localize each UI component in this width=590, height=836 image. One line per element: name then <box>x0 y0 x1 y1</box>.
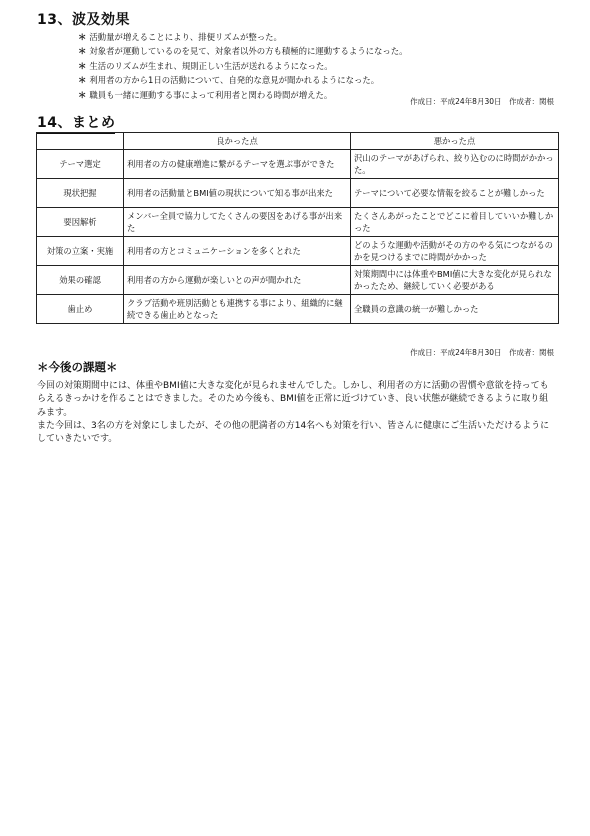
section-14-title: 14、まとめ <box>37 115 115 134</box>
table-row <box>37 295 559 324</box>
row-bad-cell: たくさんあがったことでどこに着目していいか難しかった <box>351 208 559 237</box>
table-row <box>37 150 559 179</box>
table-header-row <box>37 133 559 150</box>
list-item-text: 活動量が増えることにより、排便リズムが整った。 <box>89 32 282 42</box>
summary-table <box>36 132 559 324</box>
row-bad-cell: 対策期間中には体重やBMI値に大きな変化が見られなかったため、継続していく必要がある <box>351 266 559 295</box>
row-good-cell: クラブ活動や班別活動とも連携する事により、組織的に継続できる歯止めとなった <box>124 295 351 324</box>
section-13-credit: 作成日：平成24年8月30日 作成者：関根 <box>410 97 554 106</box>
row-good-cell: 利用者の方から運動が楽しいとの声が聞かれた <box>124 266 351 295</box>
row-item-label: 歯止め <box>37 295 124 324</box>
list-item-text: 職員も一緒に運動する事によって利用者と関わる時間が増えた。 <box>89 89 333 100</box>
row-item-label: 対策の立案・実施 <box>37 237 124 266</box>
row-bad-cell: どのような運動や活動がその方のやる気につながるのかを見つけるまでに時間がかかった <box>351 237 559 266</box>
table-header-good: 良かった点 <box>124 133 351 150</box>
row-good-cell: 利用者の方とコミュニケーションを多くとれた <box>124 237 351 266</box>
paragraph: 今回の対策期間中には、体重やBMI値に大きな変化が見られませんでした。しかし、利用者の方に活動の習慣や意欲を持ってもらえるきっかけを作ることはできました。そのため今後も、BMI値を正常に近づけていき、良い状態が継続できるように取り組みます。 <box>37 381 549 418</box>
table-row <box>37 237 559 266</box>
row-bad-cell: テーマについて必要な情報を絞ることが難しかった <box>351 179 559 208</box>
row-bad-cell: 全職員の意識の統一が難しかった <box>351 295 559 324</box>
table-row <box>37 266 559 295</box>
row-item-label: 現状把握 <box>37 179 124 208</box>
row-good-cell: 利用者の方の健康増進に繋がるテーマを選ぶ事ができた <box>124 150 351 179</box>
row-item-label: 効果の確認 <box>37 266 124 295</box>
row-item-label: テーマ選定 <box>37 150 124 179</box>
table-row <box>37 208 559 237</box>
future-issues-heading: ＊今後の課題＊ <box>37 360 118 374</box>
paragraph: また今回は、3名の方を対象にしましたが、その他の肥満者の方14名へも対策を行い、皆さんに健康にご生活いただけるようにしていきたいです。 <box>37 420 550 445</box>
list-item <box>78 88 407 102</box>
bullet-mark: ＊ <box>78 32 87 42</box>
table-row <box>37 179 559 208</box>
bullet-mark: ＊ <box>78 89 87 100</box>
list-item-text: 対象者が運動しているのを見て、対象者以外の方も積極的に運動するようになった。 <box>89 46 408 57</box>
bullet-mark: ＊ <box>78 46 87 57</box>
row-bad-cell: 沢山のテーマがあげられ、絞り込むのに時間がかかった。 <box>351 150 559 179</box>
table-header-bad: 悪かった点 <box>351 133 559 150</box>
effects-list <box>78 30 407 102</box>
section-13-title: 13、波及効果 <box>37 12 130 28</box>
row-good-cell: 利用者の活動量とBMI値の現状について知る事が出来た <box>124 179 351 208</box>
bullet-mark: ＊ <box>78 75 87 86</box>
bullet-mark: ＊ <box>78 60 87 71</box>
list-item <box>78 73 407 87</box>
list-item-text: 生活のリズムが生まれ、規則正しい生活が送れるようになった。 <box>89 60 333 71</box>
section-14-credit: 作成日：平成24年8月30日 作成者：関根 <box>410 348 554 357</box>
list-item <box>78 30 407 44</box>
table-header-blank <box>37 133 124 150</box>
row-good-cell: メンバー全員で協力してたくさんの要因をあげる事が出来た <box>124 208 351 237</box>
row-item-label: 要因解析 <box>37 208 124 237</box>
future-issues-body <box>37 380 557 446</box>
list-item-text: 利用者の方から1日の活動について、自発的な意見が聞かれるようになった。 <box>89 75 380 86</box>
list-item <box>78 59 407 73</box>
list-item <box>78 44 407 58</box>
